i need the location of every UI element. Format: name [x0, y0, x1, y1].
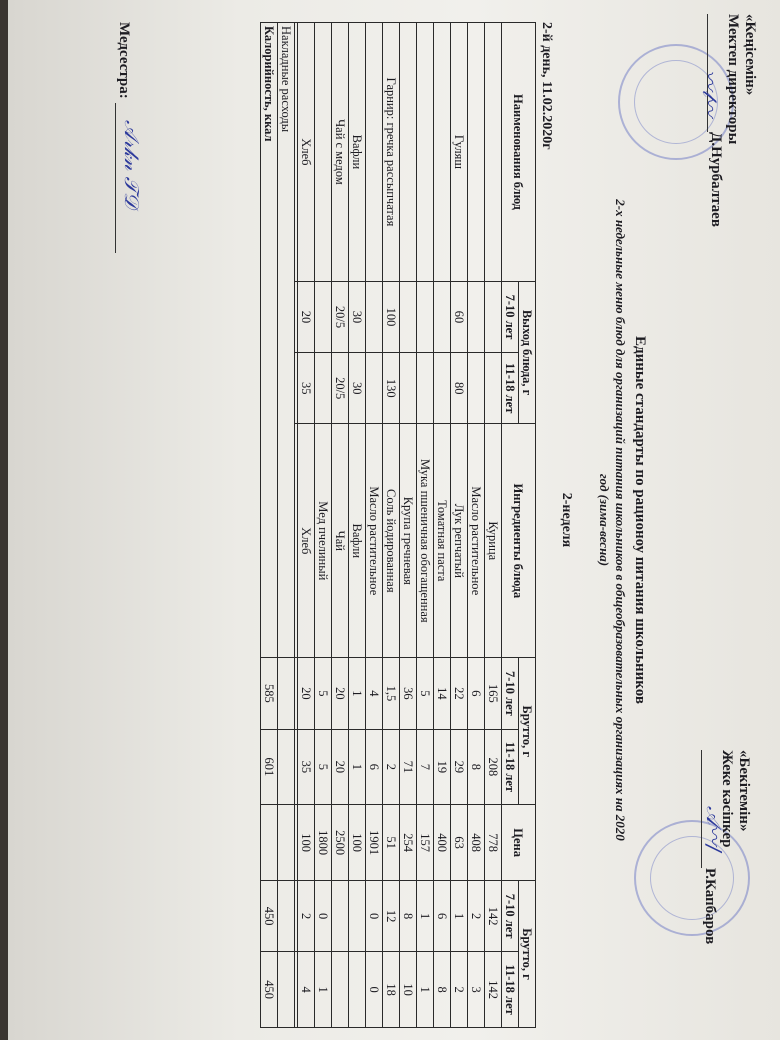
brutto2-7-10-cell: 1 — [451, 881, 468, 952]
table-row — [468, 23, 485, 1028]
yield-11-18-cell: 130 — [383, 353, 400, 424]
approval-left-signature-line — [707, 14, 724, 227]
yield-7-10-cell: 60 — [451, 281, 468, 352]
yield-11-18-cell — [468, 353, 485, 424]
brutto-7-10-cell: 20 — [298, 658, 315, 729]
brutto2-11-18-cell: 10 — [400, 952, 417, 1028]
approval-left-role: Мектеп директоры — [725, 14, 741, 145]
ingredient-cell — [295, 424, 298, 658]
header-age-7-10: 7-10 лет — [502, 658, 519, 729]
yield-7-10-cell: 20/5 — [332, 281, 349, 352]
overhead-label: Накладные расходы — [278, 23, 295, 658]
day-label: 2-й день, 11.02.2020г — [539, 22, 554, 150]
approval-right-org: «Бекітемін» — [736, 750, 752, 832]
table-row — [485, 23, 502, 1028]
brutto-11-18-cell: 8 — [468, 729, 485, 805]
brutto-7-10-cell: 1,5 — [383, 658, 400, 729]
price-cell: 51 — [383, 805, 400, 881]
brutto-11-18-cell: 5 — [315, 729, 332, 805]
ingredient-cell: Лук репчатый — [451, 424, 468, 658]
brutto2-11-18-cell — [332, 952, 349, 1028]
yield-11-18-cell — [295, 353, 298, 424]
yield-7-10-cell: 20 — [298, 281, 315, 352]
brutto2-11-18-cell: 2 — [451, 952, 468, 1028]
calories-row — [261, 23, 278, 1028]
document-subtitle: 2-х недельные меню блюд для организаций питания школьников в общеобразовательных организациях на 2020 год (зима-весна) — [597, 199, 628, 841]
yield-7-10-cell — [434, 281, 451, 352]
brutto2-11-18-cell: 1 — [417, 952, 434, 1028]
header-age-11-18: 11-18 лет — [502, 729, 519, 805]
yield-7-10-cell — [400, 281, 417, 352]
brutto2-11-18-cell: 0 — [366, 952, 383, 1028]
table-row — [332, 23, 349, 1028]
table-row — [451, 23, 468, 1028]
brutto-7-10-cell: 6 — [468, 658, 485, 729]
brutto-11-18-cell: 35 — [298, 729, 315, 805]
brutto2-7-10-cell — [332, 881, 349, 952]
price-cell: 1901 — [366, 805, 383, 881]
table-row — [315, 23, 332, 1028]
yield-11-18-cell — [485, 353, 502, 424]
brutto2-7-10-cell: 1 — [417, 881, 434, 952]
calories-net-11-18: 450 — [261, 952, 278, 1028]
table-row — [383, 23, 400, 1028]
ingredient-cell: Томатная паста — [434, 424, 451, 658]
header-yield: Выход блюда, г — [519, 281, 536, 423]
brutto-7-10-cell: 5 — [315, 658, 332, 729]
calories-brutto-7-10: 585 — [261, 658, 278, 729]
header-age-7-10: 7-10 лет — [502, 881, 519, 952]
approval-block-left — [707, 14, 758, 227]
brutto2-7-10-cell: 6 — [434, 881, 451, 952]
brutto-7-10-cell: 1 — [349, 658, 366, 729]
brutto-7-10-cell: 5 — [417, 658, 434, 729]
brutto2-11-18-cell: 8 — [434, 952, 451, 1028]
brutto-11-18-cell: 71 — [400, 729, 417, 805]
brutto2-11-18-cell: 18 — [383, 952, 400, 1028]
brutto-11-18-cell: 29 — [451, 729, 468, 805]
brutto-11-18-cell: 1 — [349, 729, 366, 805]
price-cell: 408 — [468, 805, 485, 881]
brutto-11-18-cell: 19 — [434, 729, 451, 805]
brutto-7-10-cell: 20 — [332, 658, 349, 729]
yield-11-18-cell — [417, 353, 434, 424]
brutto2-7-10-cell: 12 — [383, 881, 400, 952]
header-age-11-18: 11-18 лет — [502, 952, 519, 1028]
brutto2-7-10-cell: 0 — [366, 881, 383, 952]
dish-name-cell: Гуляш — [451, 23, 468, 282]
table-row — [400, 23, 417, 1028]
table-header-row — [519, 23, 536, 1028]
price-cell: 1800 — [315, 805, 332, 881]
dish-name-cell — [315, 23, 332, 282]
brutto-7-10-cell: 36 — [400, 658, 417, 729]
brutto-11-18-cell: 6 — [366, 729, 383, 805]
yield-7-10-cell — [417, 281, 434, 352]
calories-net-7-10: 450 — [261, 881, 278, 952]
ingredient-cell: Мед пчелиный — [315, 424, 332, 658]
table-row — [349, 23, 366, 1028]
entrepreneur-signature: 𝒜〰/ — [702, 806, 726, 852]
brutto-11-18-cell: 2 — [383, 729, 400, 805]
brutto-11-18-cell: 208 — [485, 729, 502, 805]
ingredient-cell: Вафли — [349, 424, 366, 658]
dish-name-cell — [434, 23, 451, 282]
header-brutto: Брутто, г — [519, 658, 536, 805]
document-title: Единые стандарты по рационоу питания школьников — [632, 336, 648, 704]
header-price: Цена — [502, 805, 536, 881]
dish-name-cell — [366, 23, 383, 282]
price-cell — [295, 805, 298, 881]
header-age-11-18: 11-18 лет — [502, 353, 519, 424]
brutto-11-18-cell — [295, 729, 298, 805]
yield-11-18-cell — [434, 353, 451, 424]
dish-name-cell — [417, 23, 434, 282]
yield-11-18-cell: 20/5 — [332, 353, 349, 424]
brutto2-11-18-cell: 142 — [485, 952, 502, 1028]
yield-11-18-cell: 30 — [349, 353, 366, 424]
nurse-signature: 𝒜𝓇𝓀𝓃 𝒯𝒟 — [120, 120, 144, 208]
brutto2-11-18-cell — [349, 952, 366, 1028]
yield-7-10-cell: 30 — [349, 281, 366, 352]
price-cell: 400 — [434, 805, 451, 881]
table-row — [295, 23, 298, 1028]
brutto2-7-10-cell: 8 — [400, 881, 417, 952]
price-cell: 157 — [417, 805, 434, 881]
brutto2-11-18-cell: 3 — [468, 952, 485, 1028]
brutto-11-18-cell: 7 — [417, 729, 434, 805]
price-cell: 254 — [400, 805, 417, 881]
approval-right-role: Жеке кәсіпкер — [719, 750, 735, 848]
ingredient-cell: Крупа гречневая — [400, 424, 417, 658]
brutto2-11-18-cell: 4 — [298, 952, 315, 1028]
yield-7-10-cell — [295, 281, 298, 352]
dish-name-cell: Чай с медом — [332, 23, 349, 282]
brutto2-11-18-cell: 1 — [315, 952, 332, 1028]
header-dish-name: Наименования блюд — [502, 23, 536, 282]
menu-table-body — [295, 23, 502, 1028]
overhead-row — [278, 23, 295, 1028]
price-cell: 778 — [485, 805, 502, 881]
ingredient-cell: Мука пшеничная обогащенная — [417, 424, 434, 658]
yield-7-10-cell — [468, 281, 485, 352]
brutto-7-10-cell: 14 — [434, 658, 451, 729]
menu-table — [260, 22, 536, 1028]
brutto2-7-10-cell: 2 — [298, 881, 315, 952]
rotated-document — [8, 0, 780, 1040]
calories-brutto-11-18: 601 — [261, 729, 278, 805]
brutto-7-10-cell — [295, 658, 298, 729]
brutto-7-10-cell: 4 — [366, 658, 383, 729]
week-label: 2-неделя — [559, 492, 574, 548]
dish-name-cell — [485, 23, 502, 282]
ingredient-cell: Масло растительное — [468, 424, 485, 658]
dish-name-cell: Гарнир: гречка рассыпчатая — [383, 23, 400, 282]
yield-11-18-cell — [315, 353, 332, 424]
price-cell: 63 — [451, 805, 468, 881]
dish-name-cell: Вафли — [349, 23, 366, 282]
yield-7-10-cell — [485, 281, 502, 352]
table-row — [417, 23, 434, 1028]
header-ingredients: Ингредиенты блюда — [502, 424, 536, 658]
yield-11-18-cell: 80 — [451, 353, 468, 424]
approval-right-name: Р.Капбаров — [702, 868, 718, 945]
nurse-label: Медсестра: — [116, 22, 132, 99]
yield-7-10-cell: 100 — [383, 281, 400, 352]
dish-name-cell — [295, 23, 298, 282]
yield-11-18-cell: 35 — [298, 353, 315, 424]
table-row — [298, 23, 315, 1028]
ingredient-cell: Чай — [332, 424, 349, 658]
ingredient-cell: Масло растительное — [366, 424, 383, 658]
ingredient-cell: Хлеб — [298, 424, 315, 658]
table-row — [366, 23, 383, 1028]
ingredient-cell: Курица — [485, 424, 502, 658]
brutto2-7-10-cell — [295, 881, 298, 952]
approval-left-name: Д.Нурбалтаев — [708, 132, 724, 227]
ingredient-cell: Соль йодированная — [383, 424, 400, 658]
director-signature: 〰𝓁〰 — [698, 70, 722, 117]
brutto2-7-10-cell: 0 — [315, 881, 332, 952]
header-brutto-2: Брутто, г — [519, 881, 536, 1028]
brutto2-7-10-cell: 2 — [468, 881, 485, 952]
yield-7-10-cell — [315, 281, 332, 352]
price-cell: 100 — [298, 805, 315, 881]
brutto2-11-18-cell — [295, 952, 298, 1028]
brutto-11-18-cell: 20 — [332, 729, 349, 805]
price-cell: 2500 — [332, 805, 349, 881]
yield-7-10-cell — [366, 281, 383, 352]
dish-name-cell — [400, 23, 417, 282]
brutto-7-10-cell: 22 — [451, 658, 468, 729]
approval-left-org: «Кеңісемін» — [742, 14, 758, 96]
yield-11-18-cell — [400, 353, 417, 424]
dish-name-cell — [468, 23, 485, 282]
yield-11-18-cell — [366, 353, 383, 424]
brutto-7-10-cell: 165 — [485, 658, 502, 729]
brutto2-7-10-cell — [349, 881, 366, 952]
price-cell: 100 — [349, 805, 366, 881]
header-age-7-10: 7-10 лет — [502, 281, 519, 352]
table-row — [434, 23, 451, 1028]
brutto2-7-10-cell: 142 — [485, 881, 502, 952]
dish-name-cell: Хлеб — [298, 23, 315, 282]
calories-label: Калорийность, ккал — [261, 23, 278, 658]
